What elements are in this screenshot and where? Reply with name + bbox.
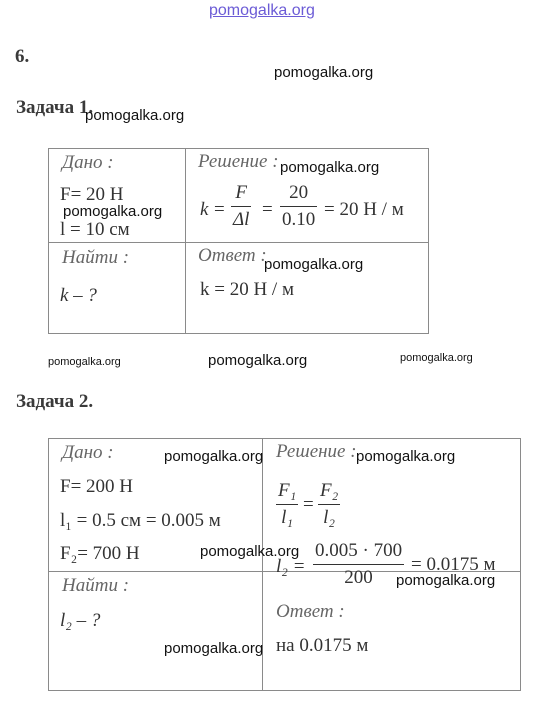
fraction-denominator: l₁ [281,507,294,528]
watermark: pomogalka.org [274,64,374,81]
task2-find-label: Найти : [62,575,130,596]
watermark: pomogalka.org [396,572,496,589]
watermark: pomogalka.org [208,352,308,369]
formula-fraction [280,182,317,231]
fraction-numerator: F₁ [278,480,297,501]
task2-answer-label: Ответ : [276,601,345,622]
task2-answer-cell [262,571,521,691]
fraction-bar [280,206,317,207]
task1-solution-label: Решение : [198,151,279,172]
watermark-top[interactable]: pomogalka.org [209,2,315,19]
fraction-denominator: 200 [344,567,373,588]
task1-find-value: k – ? [60,285,97,306]
fraction-bar [318,504,340,505]
task1-given-line: l = 10 см [60,219,130,240]
fraction-denominator: l₂ [323,507,336,528]
watermark: pomogalka.org [164,640,264,657]
formula-lhs: k [200,199,209,220]
formula-result: = 20 Н / м [324,199,404,220]
watermark: pomogalka.org [85,107,185,124]
formula-equals: = [262,199,273,220]
task1-answer-label: Ответ : [198,245,267,266]
watermark: pomogalka.org [280,159,380,176]
fraction-bar [313,564,404,565]
task1-given-line: F= 20 Н [60,184,124,205]
watermark: pomogalka.org [400,352,473,364]
task2-solution-label: Решение : [276,441,357,462]
proportion-fraction-right [318,480,340,529]
task2-given-line: F₂= 700 Н [60,543,140,564]
formula-result: = 0.0175 м [411,554,496,575]
fraction-denominator: 0.10 [282,209,316,230]
task2-given-label: Дано : [62,442,114,463]
fraction-bar [276,504,298,505]
task1-given-label: Дано : [62,152,114,173]
formula-fraction [231,182,251,231]
watermark: pomogalka.org [200,543,300,560]
task1-answer-value: k = 20 Н / м [200,279,294,300]
task1-find-label: Найти : [62,247,130,268]
formula-lhs: l₂ = [276,556,306,577]
watermark: pomogalka.org [264,256,364,273]
fraction-numerator: F₂ [320,480,339,501]
watermark: pomogalka.org [164,448,264,465]
task2-answer-value: на 0.0175 м [276,635,369,656]
task2-given-line: l₁ = 0.5 см = 0.005 м [60,510,221,531]
proportion-equals: = [303,494,314,515]
task1-title: Задача 1. [16,97,94,118]
fraction-denominator: Δl [233,209,250,230]
fraction-numerator: 0.005 · 700 [315,540,403,561]
fraction-numerator: 20 [289,182,309,203]
formula-equals: = [214,199,225,220]
formula-fraction [313,540,404,589]
watermark: pomogalka.org [356,448,456,465]
proportion-fraction-left [276,480,298,529]
task2-find-value: l₂ – ? [60,610,101,631]
fraction-numerator: F [235,182,248,203]
watermark: pomogalka.org [63,203,163,220]
watermark: pomogalka.org [48,356,121,368]
exercise-number: 6. [15,46,30,67]
task2-title: Задача 2. [16,391,94,412]
task2-given-line: F= 200 Н [60,476,134,497]
fraction-bar [231,206,251,207]
